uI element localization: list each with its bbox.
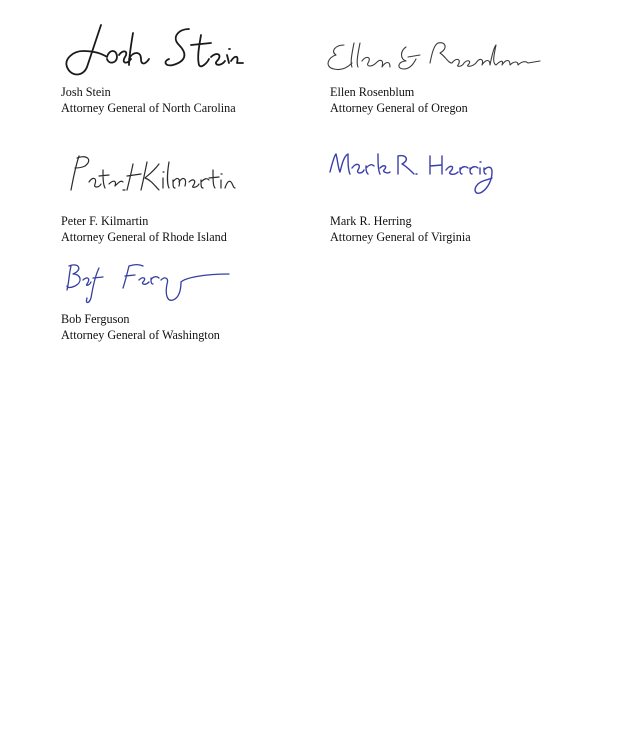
signature-stroke	[399, 47, 420, 69]
handwritten-signature-herring	[326, 148, 496, 208]
signature-stroke	[166, 29, 243, 66]
signature-stroke	[430, 156, 492, 193]
signer-name: Mark R. Herring	[330, 214, 412, 228]
signature-stroke	[398, 156, 417, 174]
signature-stroke	[430, 43, 540, 67]
handwritten-signature-rosenblum	[322, 37, 542, 79]
signer-name: Josh Stein	[61, 85, 111, 99]
signature-stroke	[330, 154, 390, 174]
signature-stroke	[328, 43, 390, 70]
signer-title: Attorney General of North Carolina	[61, 101, 236, 115]
signer-name: Ellen Rosenblum	[330, 85, 415, 99]
signature-stroke	[141, 162, 235, 190]
handwritten-signature-stein	[61, 15, 241, 85]
signature-stroke	[71, 156, 123, 190]
signer-title: Attorney General of Washington	[61, 328, 220, 342]
signer-title: Attorney General of Rhode Island	[61, 230, 227, 244]
signer-name: Bob Ferguson	[61, 312, 130, 326]
signature-stroke	[123, 164, 141, 190]
handwritten-signature-kilmartin	[67, 150, 247, 200]
handwritten-signature-ferguson	[63, 260, 233, 310]
signature-stroke	[66, 25, 149, 75]
signature-stroke	[123, 265, 229, 301]
signer-name: Peter F. Kilmartin	[61, 214, 149, 228]
signer-title: Attorney General of Virginia	[330, 230, 471, 244]
signer-title: Attorney General of Oregon	[330, 101, 468, 115]
signature-stroke	[67, 265, 103, 303]
